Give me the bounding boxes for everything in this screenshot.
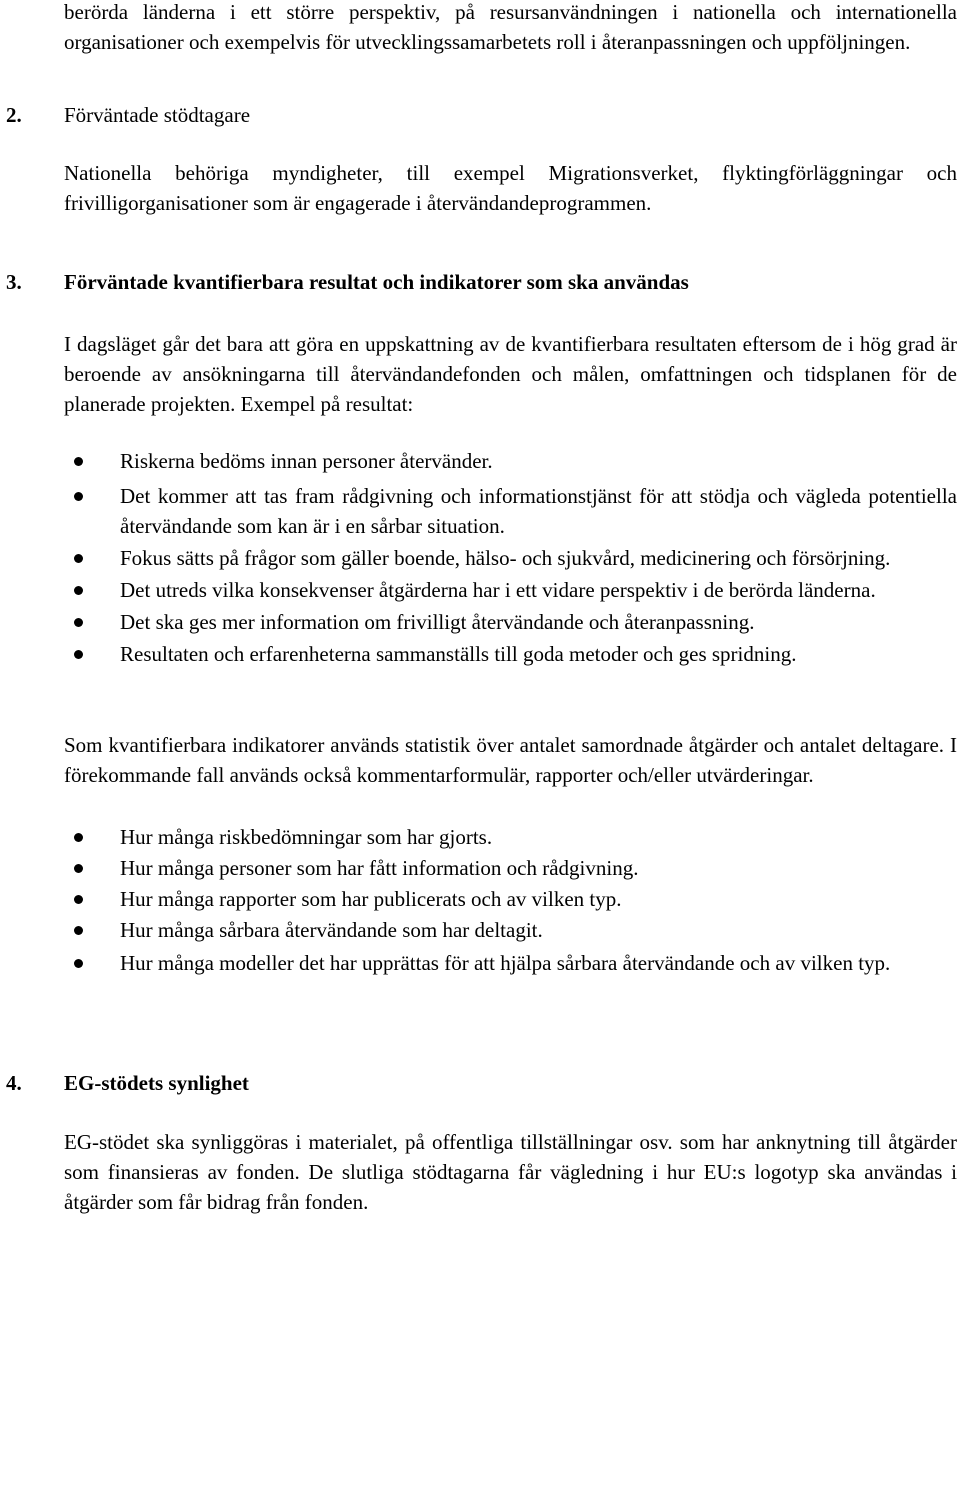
list-item: Riskerna bedöms innan personer återvänder.: [0, 446, 957, 476]
list-item: Det utreds vilka konsekvenser åtgärderna har i ett vidare perspektiv i de berörda länderna.: [0, 575, 957, 605]
bullet-icon: [74, 864, 83, 873]
section-2-heading: [6, 100, 957, 130]
list-item: Hur många rapporter som har publicerats och av vilken typ.: [0, 884, 957, 914]
bullet-icon: [74, 618, 83, 627]
section-2-number: 2.: [6, 103, 22, 127]
list-item: Fokus sätts på frågor som gäller boende, hälso- och sjukvård, medicinering och försörjning.: [0, 543, 957, 573]
bullet-icon: [74, 492, 83, 501]
section-4-heading: [6, 1068, 957, 1098]
list-item: Hur många riskbedömningar som har gjorts.: [0, 822, 957, 852]
intro-paragraph: berörda länderna i ett större perspektiv, på resursanvändningen i nationella och internationella organisationer och exempelvis för utvecklingssamarbetets roll i återanpassningen och uppföljningen.: [64, 0, 957, 54]
list-item: Det kommer att tas fram rådgivning och informationstjänst för att stödja och vägleda potentiella återvändande som kan är i en sårbar situation.: [0, 481, 957, 541]
bullet-icon: [74, 586, 83, 595]
section-4-body: EG-stödet ska synliggöras i materialet, på offentliga tillställningar osv. som har anknytning till åtgärder som finansieras av fonden. De slutliga stödtagarna får vägledning i hur EU:s logotyp ska användas i åtgärder som får bidrag från fonden.: [64, 1130, 957, 1214]
section-3-heading: [6, 267, 957, 297]
bullet-icon: [74, 650, 83, 659]
bullet-icon: [74, 926, 83, 935]
bullet-icon: [74, 959, 83, 968]
list-item: Det ska ges mer information om frivilligt återvändande och återanpassning.: [0, 607, 957, 637]
bullet-icon: [74, 457, 83, 466]
indicators-list: [0, 822, 957, 978]
bullet-icon: [74, 554, 83, 563]
section-4-title: EG-stödets synlighet: [64, 1071, 249, 1095]
list-item: Resultaten och erfarenheterna sammanställs till goda metoder och ges spridning.: [0, 639, 957, 669]
list-item: Hur många personer som har fått information och rådgivning.: [0, 853, 957, 883]
section-3-title: Förväntade kvantifierbara resultat och indikatorer som ska användas: [64, 270, 689, 294]
section-3-number: 3.: [6, 270, 22, 294]
section-2-title: Förväntade stödtagare: [64, 103, 251, 127]
indicators-body: Som kvantifierbara indikatorer används statistik över antalet samordnade åtgärder och antalet deltagare. I förekommande fall används också kommentarformulär, rapporter och/eller utvärderingar.: [64, 733, 957, 787]
results-list: [0, 446, 957, 669]
bullet-icon: [74, 895, 83, 904]
section-4-number: 4.: [6, 1071, 22, 1095]
list-item: Hur många sårbara återvändande som har deltagit.: [0, 915, 957, 945]
section-3-body: I dagsläget går det bara att göra en uppskattning av de kvantifierbara resultaten eftersom de i hög grad är beroende av ansökningarna till återvändandefonden och målen, omfattningen och tidsplanen för de planerade projekten. Exempel på resultat:: [64, 332, 957, 416]
bullet-icon: [74, 833, 83, 842]
list-item: Hur många modeller det har upprättas för att hjälpa sårbara återvändande och av vilken typ.: [0, 948, 957, 978]
document-page: [6, 0, 957, 1217]
section-2-body: Nationella behöriga myndigheter, till exempel Migrationsverket, flyktingförläggningar och frivilligorganisationer som är engagerade i återvändandeprogrammen.: [64, 161, 957, 215]
